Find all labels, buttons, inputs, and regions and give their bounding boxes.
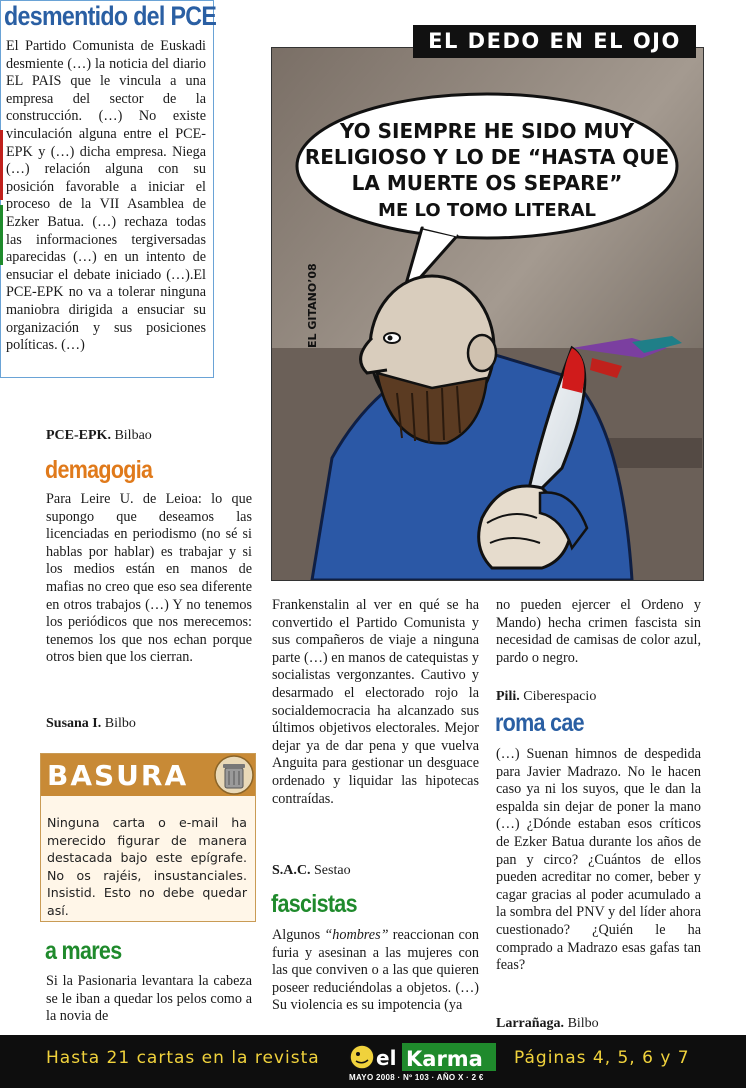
signature-demagogia-place: Bilbo — [104, 716, 136, 731]
basura-title: BASURA — [47, 759, 189, 792]
signature-pce-place: Bilbao — [114, 428, 152, 443]
signature-larranaga-name: Larrañaga. — [496, 1016, 565, 1031]
logo-mascot-icon — [350, 1045, 374, 1069]
fascistas-text-start: Algunos — [272, 927, 325, 943]
cartoon-illustration — [272, 48, 703, 580]
letter-demagogia-body — [46, 491, 252, 667]
heading-fascistas: fascistas — [271, 890, 357, 918]
bubble-line-1: YO SIEMPRE HE SIDO MUY — [339, 119, 635, 143]
edge-mark-red — [0, 130, 3, 200]
signature-pce-name: PCE-EPK. — [46, 428, 111, 443]
letter-mares-text: Si la Pasionaria levantara la cabeza se le iban a quedar los pelos como a la novia de — [46, 973, 252, 1025]
signature-sac — [272, 863, 351, 879]
letter-pce-text: El Partido Comunista de Euskadi desmiente (…) la noticia del diario EL PAIS que le vincula a una empresa del sector de la construcción. (…) No existe vinculación alguna entre el PCE-EPK y (…) dicha empresa. Niega (…) relación alguna con su posición favorable a iniciar el proceso de la VII Asamblea de Ezker Batua. (…) rechaza todas las informaciones tergiversadas aparecidas (…) en un intento de ensuciar el debate iniciado (…).El PCE-EPK no va a tolerar ninguna maniobra dirigida a ensuciar su organización y sus posiciones políticas. (…) — [6, 38, 206, 354]
footer-right-text: Páginas 4, 5, 6 y 7 — [514, 1048, 690, 1068]
signature-demagogia-name: Susana I. — [46, 716, 102, 731]
letter-pce-body — [6, 38, 206, 355]
letter-fascistas-text — [272, 927, 479, 1015]
letter-col2-text: Frankenstalin al ver en qué se ha convertido el Partido Comunista y sus compañeros de viaje a ninguna parte (…) en manos de catequistas y socialistas vergonzantes. Cautivo y desarmado el electorado rojo la socialdemocracia ha alcanzado sus últimos objetivos electorales. Mejor dejar ya de dar pena y que vuelva Anguita para gestionar un desguace ordenado y liquidar las hipotecas contraídas. — [272, 597, 479, 807]
letter-col2-body — [272, 597, 479, 808]
heading-a-mares: a mares — [45, 937, 122, 965]
footer-left-text: Hasta 21 cartas en la revista — [46, 1048, 320, 1068]
heading-desmentido: desmentido del PCE — [4, 1, 217, 31]
letter-roma-body — [496, 746, 701, 975]
signature-larranaga-place: Bilbo — [567, 1016, 599, 1031]
letter-col3-text: no pueden ejercer el Ordeno y Mando) hecha crimen fascista sin necesidad de camisas de color azul, pardo o negro. — [496, 597, 701, 666]
bubble-line-2: RELIGIOSO Y LO DE “HASTA QUE — [304, 145, 670, 169]
signature-pili-name: Pili. — [496, 689, 520, 704]
heading-demagogia: demagogia — [45, 456, 153, 484]
bubble-line-4: ME LO TOMO LITERAL — [378, 200, 596, 221]
signature-sac-name: S.A.C. — [272, 863, 311, 878]
signature-pili-place: Ciberespacio — [523, 689, 597, 704]
letter-mares-body — [46, 973, 252, 1026]
signature-pili — [496, 689, 596, 705]
signature-pce — [46, 428, 152, 444]
trash-can-icon — [213, 754, 255, 796]
signature-larranaga — [496, 1016, 599, 1032]
edge-mark-green — [0, 205, 3, 265]
logo-karma: Karma — [406, 1047, 483, 1071]
cartoon-signature: EL GITANO’08 — [306, 263, 319, 348]
basura-header — [41, 754, 255, 796]
bubble-line-3: LA MUERTE OS SEPARE” — [351, 171, 623, 195]
letter-demagogia-text: Para Leire U. de Leioa: lo que supongo que deseamos las licenciadas en periodismo (no sé si hablas por hablar) es trabajar y si los medios están en manos de mafias no creo que eso sea diferente en otros trabajos (…) Y no tenemos los periódicos que nos merecemos: tenemos los que nos echan porque otros bien que los cierran. — [46, 491, 252, 666]
heading-roma-cae: roma cae — [495, 709, 584, 737]
letter-col3-body — [496, 597, 701, 667]
logo-el: el — [376, 1046, 397, 1070]
issue-info: MAYO 2008 · Nº 103 · AÑO X · 2 € — [349, 1073, 484, 1082]
signature-demagogia — [46, 716, 136, 732]
el-karma-logo — [348, 1041, 498, 1073]
signature-sac-place: Sestao — [314, 863, 351, 878]
fascistas-text-end: reaccionan con furia y asesinan a las mujeres con las que conviven o a las que quieren poseer reduciéndolas a objetos. (…) Su violencia es su impotencia (ya — [272, 927, 479, 1014]
fascistas-text-quote: “hombres” — [324, 927, 389, 943]
basura-box — [40, 753, 256, 922]
letter-roma-text: (…) Suenan himnos de despedida para Javier Madrazo. No le hacen caso ya ni los suyos, que le dan la espalda sin dejar de poner la mano (…) ¿Dónde estaban esos críticos de Ezker Batua durante los años de pan y circo? ¿Cuántos de ellos pueden acreditar no comer, beber y cagar gracias al poder acumulado a la sombra del PNV y del líder ahora cuestionado? ¿Quién le ha comprado a Madrazo esas gafas tan feas? — [496, 746, 701, 974]
letter-fascistas-body — [272, 927, 479, 1015]
letter-box-pce — [0, 0, 217, 378]
basura-text: Ninguna carta o e-mail ha merecido figurar de manera destacada bajo este epígrafe. No os rajéis, insustanciales. Insistid. Esto no debe quedar así. — [47, 815, 247, 918]
cartoon-title: EL DEDO EN EL OJO — [413, 25, 696, 58]
cartoon-panel — [271, 47, 704, 581]
